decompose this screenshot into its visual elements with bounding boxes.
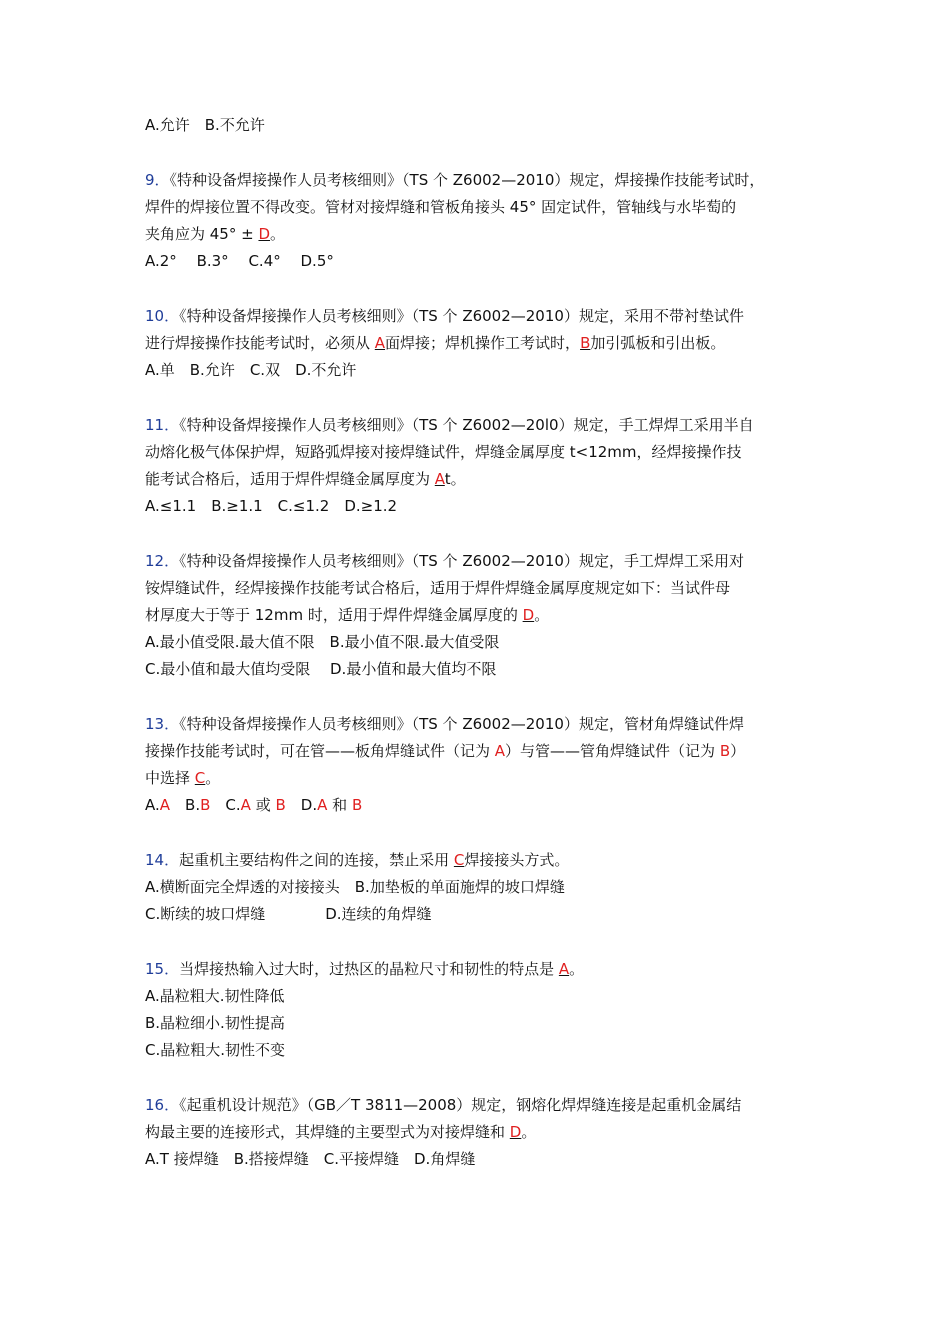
answer-options: C.最小值和最大值均受限 D.最小值和最大值均不限 <box>145 660 497 678</box>
label-a: A <box>494 742 506 760</box>
question-text: 《特种设备焊接操作人员考核细则》（TS 个 Z6002—2010）规定，手工焊焊工采用对 <box>179 552 744 570</box>
answer-options: A.T 接焊缝 B.搭接焊缝 C.平接焊缝 D.角焊缝 <box>145 1150 476 1168</box>
answer-options: A.最小值受限.最大值不限 B.最小值不限.最大值受限 <box>145 633 500 651</box>
question-number: 15． <box>145 960 180 978</box>
answer-blank: A <box>434 470 445 488</box>
answer-options: C.晶粒粗大.韧性不变 <box>145 1041 286 1059</box>
answer-options: A.晶粒粗大.韧性降低 <box>145 987 285 1005</box>
answer-options: A.单 B.允许 C.双 D.不允许 <box>145 361 357 379</box>
answer-options: A.2° B.3° C.4° D.5° <box>145 252 334 270</box>
question-number: 16． <box>145 1096 180 1114</box>
answer-blank: A <box>558 960 570 978</box>
question-number: 11． <box>145 416 180 434</box>
question-text: 《特种设备焊接操作人员考核细则》（TS 个 Z6002—20l0）规定，手工焊焊工采用半自 <box>179 416 754 434</box>
question-16: 16．《起重机设计规范》（GB／T 3811—2008）规定，钢熔化焊焊缝连接是起重机金属结 构最主要的连接形式，其焊缝的主要型式为对接焊缝和 D。 A.T 接焊缝 B.搭接焊缝 C.平接焊缝 D.角焊缝 <box>145 1092 810 1173</box>
answer-options: C.断续的坡口焊缝 D.连续的角焊缝 <box>145 905 432 923</box>
question-text: 动熔化极气体保护焊，短路弧焊接对接焊缝试件，焊缝金属厚度 t<12mm，经焊接操作技 <box>145 443 742 461</box>
answer-options: A.横断面完全焊透的对接接头 B.加垫板的单面施焊的坡口焊缝 <box>145 878 565 896</box>
question-text: 焊件的焊接位置不得改变。管材对接焊缝和管板角接头 45° 固定试件，管轴线与水毕萄的 <box>145 198 737 216</box>
question-text: 夹角应为 45° ± <box>145 225 259 243</box>
answer-blank: B <box>580 334 591 352</box>
answer-blank: C <box>453 851 465 869</box>
answer-blank: A <box>374 334 386 352</box>
answer-options: A.A B.B C.A 或 B D.A 和 B <box>145 796 363 814</box>
answer-blank: C <box>194 769 206 787</box>
question-text: 《起重机设计规范》（GB／T 3811—2008）规定，钢熔化焊焊缝连接是起重机金属结 <box>179 1096 742 1114</box>
question-number: 10． <box>145 307 180 325</box>
answer-blank: D <box>509 1123 522 1141</box>
label-b: B <box>719 742 731 760</box>
question-number: 12． <box>145 552 180 570</box>
question-number: 14． <box>145 851 180 869</box>
options-previous-question: A.允许 B.不允许 <box>145 116 265 134</box>
question-12: 12．《特种设备焊接操作人员考核细则》（TS 个 Z6002—2010）规定，手工焊焊工采用对 铵焊缝试件，经焊接操作技能考试合格后，适用于焊件焊缝金属厚度规定如下：当试件母 材厚度大于等于 12mm 时，适用于焊件焊缝金属厚度的 D。 A.最小值受限.最大值不限 B.最小值不限.最大值受限 C.最小值和最大值均受限 D.最小值和最大值均不限 <box>145 548 810 683</box>
question-9: 9．《特种设备焊接操作人员考核细则》（TS 个 Z6002—2010）规定，焊接操作技能考试时， 焊件的焊接位置不得改变。管材对接焊缝和管板角接头 45° 固定试件，管轴线与水毕萄的 夹角应为 45° ± D。 A.2° B.3° C.4° D.5° <box>145 167 810 275</box>
question-13: 13．《特种设备焊接操作人员考核细则》（TS 个 Z6002—2010）规定，管材角焊缝试件焊 接操作技能考试时，可在管——板角焊缝试件（记为 A）与管——管角焊缝试件（记为 B） 中选择 C。 A.A B.B C.A 或 B D.A 和 B <box>145 711 810 819</box>
question-text: 《特种设备焊接操作人员考核细则》（TS 个 Z6002—2010）规定，采用不带衬垫试件 <box>179 307 744 325</box>
answer-options: B.晶粒细小.韧性提高 <box>145 1014 285 1032</box>
question-text: 铵焊缝试件，经焊接操作技能考试合格后，适用于焊件焊缝金属厚度规定如下：当试件母 <box>145 579 731 597</box>
question-text: 《特种设备焊接操作人员考核细则》（TS 个 Z6002—2010）规定，管材角焊缝试件焊 <box>179 715 744 733</box>
answer-blank: D <box>522 606 535 624</box>
question-14: 14．起重机主要结构件之间的连接，禁止采用 C焊接接头方式。 A.横断面完全焊透的对接接头 B.加垫板的单面施焊的坡口焊缝 C.断续的坡口焊缝 D.连续的角焊缝 <box>145 847 810 928</box>
answer-options: A.≤1.1 B.≥1.1 C.≤1.2 D.≥1.2 <box>145 497 398 515</box>
question-number: 9． <box>145 171 170 189</box>
question-text: 《特种设备焊接操作人员考核细则》（TS 个 Z6002—2010）规定，焊接操作技能考试时， <box>169 171 765 189</box>
answer-blank: D <box>258 225 271 243</box>
question-10: 10．《特种设备焊接操作人员考核细则》（TS 个 Z6002—2010）规定，采用不带衬垫试件 进行焊接操作技能考试时，必须从 A面焊接；焊机操作工考试时，B加引弧板和引出板。 A.单 B.允许 C.双 D.不允许 <box>145 303 810 384</box>
question-number: 13． <box>145 715 180 733</box>
document-page <box>145 112 810 1173</box>
question-15: 15．当焊接热输入过大时，过热区的晶粒尺寸和韧性的特点是 A。 A.晶粒粗大.韧性降低 B.晶粒细小.韧性提高 C.晶粒粗大.韧性不变 <box>145 956 810 1064</box>
question-11: 11．《特种设备焊接操作人员考核细则》（TS 个 Z6002—20l0）规定，手工焊焊工采用半自 动熔化极气体保护焊，短路弧焊接对接焊缝试件，焊缝金属厚度 t<12mm，经焊接操作技 能考试合格后，适用于焊件焊缝金属厚度为 At。 A.≤1.1 B.≥1.1 C.≤1.2 D.≥1.2 <box>145 412 810 520</box>
